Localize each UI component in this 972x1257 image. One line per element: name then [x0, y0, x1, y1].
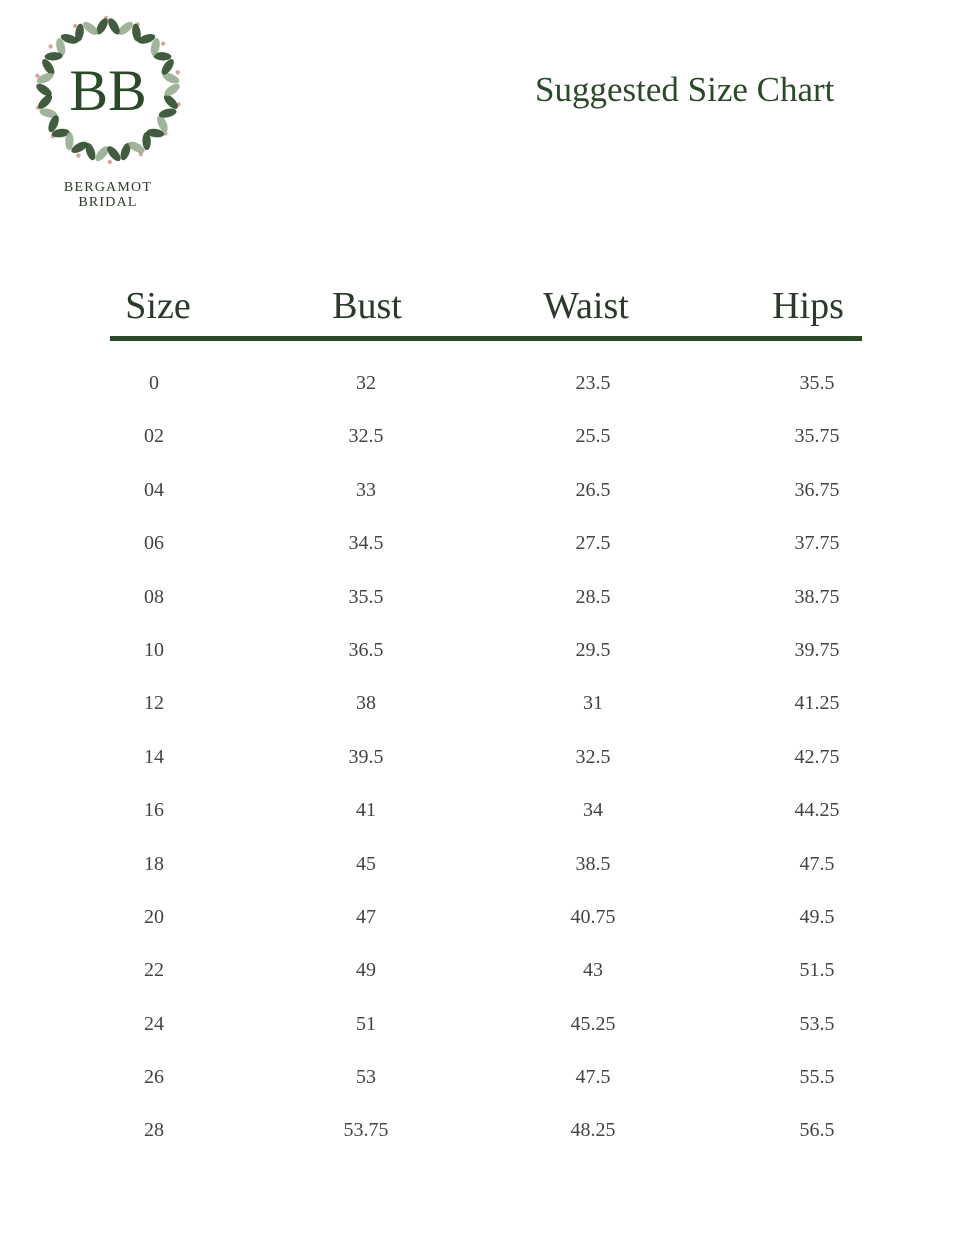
cell-size: 04: [144, 478, 164, 501]
cell-size: 26: [144, 1066, 164, 1089]
cell-hips: 49.5: [799, 905, 835, 928]
cell-bust: 39.5: [348, 745, 384, 768]
cell-size: 16: [144, 799, 164, 822]
cell-size: 06: [144, 532, 164, 555]
cell-waist: 34: [583, 799, 603, 822]
table-row: [110, 839, 862, 892]
cell-size: 08: [144, 585, 164, 608]
header-divider: [110, 336, 862, 341]
cell-waist: 38.5: [575, 852, 611, 875]
cell-hips: 55.5: [799, 1066, 835, 1089]
page-title: Suggested Size Chart: [535, 70, 835, 109]
table-row: [110, 358, 862, 411]
cell-hips: 51.5: [799, 959, 835, 982]
cell-bust: 38: [356, 692, 376, 715]
cell-waist: 47.5: [575, 1066, 611, 1089]
table-row: [110, 732, 862, 785]
table-row: [110, 999, 862, 1052]
cell-hips: 42.75: [794, 745, 840, 768]
table-row: [110, 785, 862, 838]
cell-hips: 41.25: [794, 692, 840, 715]
wreath-icon: [28, 12, 188, 177]
cell-bust: 53.75: [343, 1119, 389, 1142]
cell-bust: 33: [356, 478, 376, 501]
cell-bust: 32.5: [348, 425, 384, 448]
cell-size: 22: [144, 959, 164, 982]
table-row: [110, 945, 862, 998]
cell-hips: 37.75: [794, 532, 840, 555]
table-row: [110, 1105, 862, 1158]
header-hips: Hips: [772, 285, 844, 327]
table-row: [110, 678, 862, 731]
cell-bust: 45: [356, 852, 376, 875]
cell-bust: 49: [356, 959, 376, 982]
cell-size: 28: [144, 1119, 164, 1142]
cell-bust: 35.5: [348, 585, 384, 608]
cell-bust: 36.5: [348, 638, 384, 661]
logo-monogram: BB: [69, 58, 147, 123]
cell-hips: 56.5: [799, 1119, 835, 1142]
table-row: [110, 411, 862, 464]
cell-hips: 44.25: [794, 799, 840, 822]
cell-bust: 32: [356, 372, 376, 394]
cell-size: 0: [149, 372, 159, 394]
brand-logo: [28, 12, 188, 212]
cell-waist: 27.5: [575, 532, 611, 555]
cell-waist: 48.25: [570, 1119, 616, 1142]
cell-size: 02: [144, 425, 164, 448]
cell-size: 10: [144, 638, 164, 661]
logo-name-line2: BRIDAL: [78, 195, 138, 210]
cell-hips: 47.5: [799, 852, 835, 875]
table-row: [110, 518, 862, 571]
table-row: [110, 1052, 862, 1105]
cell-bust: 47: [356, 905, 376, 928]
header-waist: Waist: [543, 285, 629, 327]
cell-waist: 25.5: [575, 425, 611, 448]
cell-hips: 38.75: [794, 585, 840, 608]
header-size: Size: [125, 285, 191, 327]
table-row: [110, 465, 862, 518]
cell-size: 12: [144, 692, 164, 715]
cell-waist: 43: [583, 959, 603, 982]
logo-name-line1: BERGAMOT: [63, 180, 153, 195]
header-bust: Bust: [332, 285, 402, 327]
cell-waist: 23.5: [575, 372, 611, 394]
cell-bust: 53: [356, 1066, 376, 1089]
cell-bust: 34.5: [348, 532, 384, 555]
cell-hips: 35.75: [794, 425, 840, 448]
table-row: [110, 625, 862, 678]
cell-size: 18: [144, 852, 164, 875]
table-header-row: [110, 280, 862, 338]
cell-waist: 29.5: [575, 638, 611, 661]
cell-bust: 51: [356, 1012, 376, 1035]
cell-waist: 26.5: [575, 478, 611, 501]
cell-size: 14: [144, 745, 164, 768]
cell-waist: 45.25: [570, 1012, 616, 1035]
cell-hips: 35.5: [799, 372, 835, 394]
cell-bust: 41: [356, 799, 376, 822]
cell-waist: 32.5: [575, 745, 611, 768]
table-row: [110, 892, 862, 945]
cell-waist: 31: [583, 692, 603, 715]
cell-hips: 36.75: [794, 478, 840, 501]
size-chart-table: [110, 280, 862, 1142]
cell-hips: 53.5: [799, 1012, 835, 1035]
cell-hips: 39.75: [794, 638, 840, 661]
table-body: [110, 358, 862, 1159]
cell-size: 20: [144, 905, 164, 928]
cell-size: 24: [144, 1012, 164, 1035]
table-row: [110, 572, 862, 625]
cell-waist: 28.5: [575, 585, 611, 608]
cell-waist: 40.75: [570, 905, 616, 928]
